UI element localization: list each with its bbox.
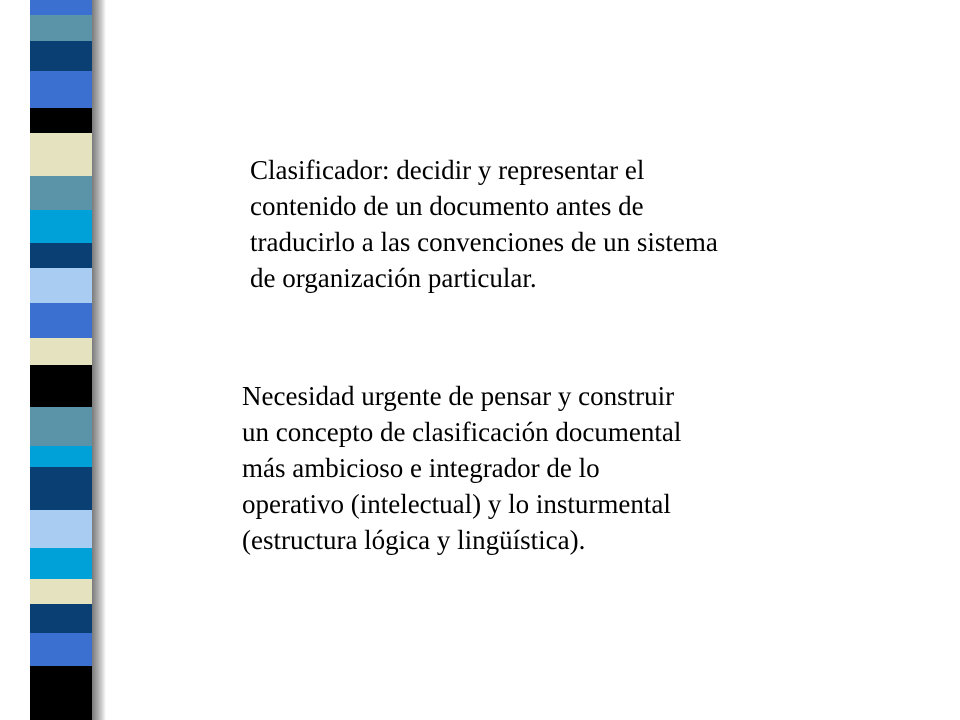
strip-block (30, 446, 92, 467)
strip-block (30, 133, 92, 175)
strip-block (30, 633, 92, 666)
strip-block (30, 41, 92, 72)
strip-block (30, 365, 92, 407)
strip-block (30, 407, 92, 446)
strip-block (30, 604, 92, 633)
strip-block (30, 303, 92, 338)
strip-block (30, 467, 92, 509)
strip-block (30, 243, 92, 268)
strip-block (30, 108, 92, 133)
strip-block (30, 176, 92, 211)
strip-block (30, 15, 92, 40)
paragraph-clasificador: Clasificador: decidir y representar el contenido de un documento antes de traducirlo a las convenciones de un sistema de organización particular. (250, 155, 718, 293)
paragraph-necesidad: Necesidad urgente de pensar y construir un concepto de clasificación documental más ambicioso e integrador de lo operativo (intelectual) y lo insturmental (estructura lógica y lingüística). (242, 381, 682, 555)
strip-block (30, 666, 92, 720)
strip-block (30, 210, 92, 243)
strip-block (30, 0, 92, 15)
strip-shadow (92, 0, 106, 720)
decorative-color-strip (30, 0, 92, 720)
strip-block (30, 510, 92, 549)
strip-block (30, 548, 92, 579)
strip-block (30, 338, 92, 365)
strip-block (30, 268, 92, 303)
strip-block (30, 71, 92, 108)
strip-block (30, 579, 92, 604)
